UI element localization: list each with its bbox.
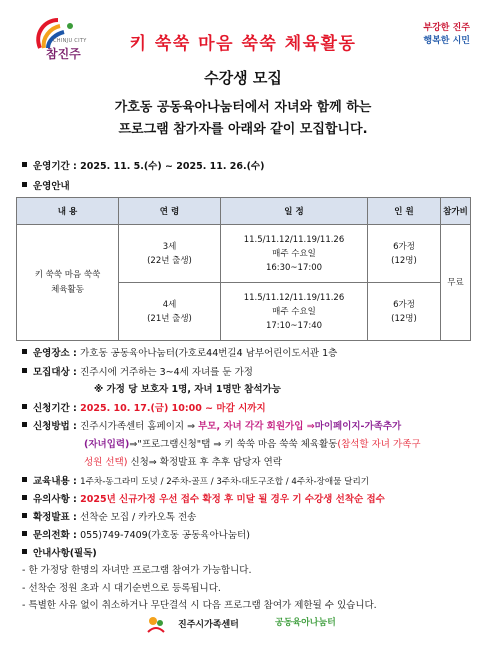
count-cell	[368, 283, 441, 341]
program-name-cell: 키 쑥쑥 마음 쑥쑥 체육활동	[17, 225, 119, 341]
age-value: 4세	[162, 299, 177, 310]
method-text-1a: 진주시가족센터 홈페이지 ⇒	[80, 421, 199, 432]
method-text-1c: 마이페이지-가족추가	[314, 421, 402, 432]
schedule-day: 매주 수요일	[272, 248, 316, 259]
schedule-dates: 11.5/11.12/11.19/11.26	[243, 292, 345, 303]
method-line2	[84, 436, 421, 450]
table-header-cell: 인 원	[368, 198, 441, 225]
schedule-time: 16:30~17:00	[265, 262, 323, 273]
schedule-cell	[221, 225, 368, 283]
bullet-square-icon	[22, 422, 27, 427]
bullet-square-icon	[22, 349, 27, 354]
notice-label: 안내사항(필독)	[33, 548, 97, 559]
schedule-dates: 11.5/11.12/11.19/11.26	[243, 234, 345, 245]
method-text-3a: 성원 선택)	[84, 457, 128, 468]
intro-text	[0, 97, 486, 141]
notice-item: - 특별한 사유 없이 취소하거나 무단결석 시 다음 프로그램 참여가 제한될 수 있습니다.	[22, 600, 377, 611]
method-label: 신청방법 :	[33, 421, 81, 432]
content-label: 교육내용 :	[33, 476, 81, 487]
contact-label: 문의전화 :	[33, 530, 81, 541]
guide-line	[22, 178, 70, 192]
slogan-line1: 부강한 진주	[423, 23, 470, 33]
content-line	[22, 473, 369, 487]
target-label: 모집대상 :	[33, 367, 81, 378]
method-text-2a: (자녀입력)	[84, 439, 130, 450]
age-cell	[119, 283, 221, 341]
contact-line	[22, 527, 250, 541]
target-line	[22, 364, 253, 378]
target-note: ※ 가정 당 보호자 1명, 자녀 1명만 참석가능	[94, 384, 281, 395]
place-label: 운영장소 :	[33, 348, 81, 359]
bullet-square-icon	[22, 404, 27, 409]
period-label: 운영기간 :	[33, 161, 81, 172]
caution-value: 2025년 신규가정 우선 접수 확정 후 미달 될 경우 기 수강생 선착순 접수	[80, 494, 385, 505]
apply-period-label: 신청기간 :	[33, 403, 81, 414]
flyer-subtitle: 수강생 모집	[204, 69, 282, 87]
apply-period-line	[22, 400, 266, 414]
schedule-day: 매주 수요일	[272, 306, 316, 317]
apply-period-value: 2025. 10. 17.(금) 10:00 ~ 마감 시까지	[80, 403, 266, 414]
slogan-line2: 행복한 시민	[423, 36, 470, 46]
bullet-square-icon	[22, 368, 27, 373]
notice-item: - 선착순 정원 초과 시 대기순번으로 등록됩니다.	[22, 583, 221, 594]
contact-value: 055)749-7409(가호동 공동육아나눔터)	[80, 530, 250, 541]
count-value: 6가정	[393, 241, 415, 252]
bullet-square-icon	[22, 549, 27, 554]
program-table	[16, 197, 471, 341]
city-slogan	[423, 22, 470, 48]
caution-line	[22, 491, 385, 505]
schedule-cell	[221, 283, 368, 341]
period-line	[22, 158, 264, 172]
bullet-square-icon	[22, 513, 27, 518]
notice-line	[22, 545, 97, 559]
family-center-logo-icon	[145, 612, 167, 634]
caution-label: 유의사항 :	[33, 494, 81, 505]
announce-value: 선착순 모집 / 카카오톡 전송	[80, 512, 197, 523]
notice-item: - 한 가정당 한명의 자녀만 프로그램 참여가 가능합니다.	[22, 565, 252, 576]
announce-label: 확정발표 :	[33, 512, 81, 523]
table-header-cell: 일 정	[221, 198, 368, 225]
method-text-1b: 부모, 자녀 각각 회원가입 ⇒	[198, 421, 315, 432]
table-header-cell: 참가비	[441, 198, 471, 225]
age-value: 3세	[162, 241, 177, 252]
age-sub: (21년 출생)	[147, 313, 192, 324]
announce-line	[22, 509, 196, 523]
method-text-3b: 신청⇒ 확정발표 후 추후 담당자 연락	[127, 457, 282, 468]
schedule-time: 17:10~17:40	[265, 320, 323, 331]
flyer-title: 키 쑥쑥 마음 쑥쑥 체육활동	[129, 34, 357, 54]
method-text-2b: ⇒"프로그램신청"탭 ⇒ 키 쑥쑥 마음 쑥쑥 체육활동	[129, 439, 338, 450]
fee-cell: 무료	[441, 225, 471, 341]
footer	[0, 610, 486, 638]
childcare-center-logo: 공동육아나눔터	[275, 618, 336, 628]
bullet-square-icon	[22, 162, 27, 167]
logo-text: 참진주	[46, 47, 81, 61]
age-sub: (22년 출생)	[147, 255, 192, 266]
method-line3	[84, 454, 282, 468]
count-cell	[368, 225, 441, 283]
method-text-2c: (참석할 자녀 가족구	[337, 439, 421, 450]
table-row	[17, 225, 471, 283]
intro-line1: 가호동 공동육아나눔터에서 자녀와 함께 하는	[114, 100, 372, 115]
bullet-square-icon	[22, 495, 27, 500]
count-sub: (12명)	[391, 313, 417, 324]
table-header-row	[17, 198, 471, 225]
bullet-square-icon	[22, 531, 27, 536]
age-cell	[119, 225, 221, 283]
intro-line2: 프로그램 참가자를 아래와 같이 모집합니다.	[118, 122, 368, 137]
place-value: 가호동 공동육아나눔터(가호로44번길4 남부어린이도서관 1층	[80, 348, 338, 359]
bullet-square-icon	[22, 182, 27, 187]
guide-label: 운영안내	[33, 181, 70, 192]
place-line	[22, 345, 337, 359]
family-center-name: 진주시가족센터	[178, 620, 239, 630]
target-value: 진주시에 거주하는 3~4세 자녀를 둔 가정	[80, 367, 253, 378]
table-header-cell: 연 령	[119, 198, 221, 225]
count-sub: (12명)	[391, 255, 417, 266]
table-header-cell: 내 용	[17, 198, 119, 225]
bullet-square-icon	[22, 477, 27, 482]
count-value: 6가정	[393, 299, 415, 310]
method-line	[22, 418, 401, 432]
period-value: 2025. 11. 5.(수) ~ 2025. 11. 26.(수)	[80, 161, 265, 172]
logo-subtext: CHINJU CITY	[53, 38, 87, 44]
content-value: 1주차-동그라미 도넛 / 2주차-골프 / 3주차-대도구조합 / 4주차-장애물 달리기	[80, 477, 370, 487]
